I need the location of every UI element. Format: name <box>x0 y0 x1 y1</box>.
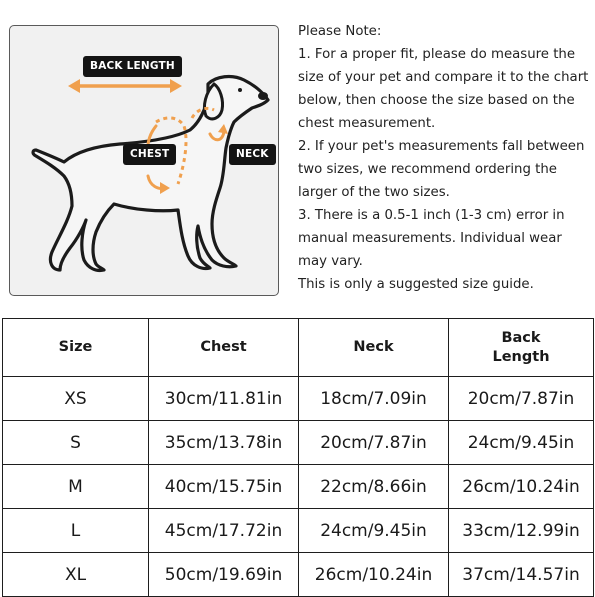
table-row <box>3 553 594 597</box>
header-chest: Chest <box>149 319 299 377</box>
size-cell: S <box>3 421 149 465</box>
header-neck: Neck <box>299 319 449 377</box>
neck-cell: 26cm/10.24in <box>299 553 449 597</box>
header-size: Size <box>3 319 149 377</box>
dog-nose <box>258 92 268 100</box>
neck-cell: 18cm/7.09in <box>299 377 449 421</box>
neck-cell: 24cm/9.45in <box>299 509 449 553</box>
neck-cell: 22cm/8.66in <box>299 465 449 509</box>
note-item-1: 1. For a proper fit, please do measure the size of your pet and compare it to the chart below, then choose the size based on the chest measurement. <box>298 47 589 131</box>
table-row <box>3 421 594 465</box>
back-length-cell: 20cm/7.87in <box>449 377 594 421</box>
back-length-cell: 26cm/10.24in <box>449 465 594 509</box>
notes-heading: Please Note: <box>298 24 382 39</box>
back-length-label: BACK LENGTH <box>83 56 182 77</box>
neck-label: NECK <box>229 144 276 165</box>
size-cell: XS <box>3 377 149 421</box>
size-cell: M <box>3 465 149 509</box>
dog-eye <box>238 88 242 92</box>
chest-label: CHEST <box>123 144 176 165</box>
chest-cell: 35cm/13.78in <box>149 421 299 465</box>
back-length-cell: 33cm/12.99in <box>449 509 594 553</box>
neck-cell: 20cm/7.87in <box>299 421 449 465</box>
size-cell: L <box>3 509 149 553</box>
size-notes <box>298 20 590 296</box>
back-length-cell: 37cm/14.57in <box>449 553 594 597</box>
size-cell: XL <box>3 553 149 597</box>
back-length-cell: 24cm/9.45in <box>449 421 594 465</box>
table-row <box>3 465 594 509</box>
dog-silhouette <box>33 77 268 271</box>
header-back-length: Back Length <box>449 319 594 377</box>
chest-cell: 45cm/17.72in <box>149 509 299 553</box>
chest-cell: 30cm/11.81in <box>149 377 299 421</box>
chest-cell: 40cm/15.75in <box>149 465 299 509</box>
note-item-3: 3. There is a 0.5-1 inch (1-3 cm) error in manual measurements. Individual wear may vary. <box>298 208 565 269</box>
chest-cell: 50cm/19.69in <box>149 553 299 597</box>
dog-measurement-diagram <box>9 25 279 296</box>
table-header-row <box>3 319 594 377</box>
note-disclaimer: This is only a suggested size guide. <box>298 277 534 292</box>
back-length-arrow <box>68 79 182 93</box>
size-chart-table <box>2 318 594 597</box>
table-row <box>3 377 594 421</box>
note-item-2: 2. If your pet's measurements fall between two sizes, we recommend ordering the larger of the two sizes. <box>298 139 585 200</box>
table-row <box>3 509 594 553</box>
